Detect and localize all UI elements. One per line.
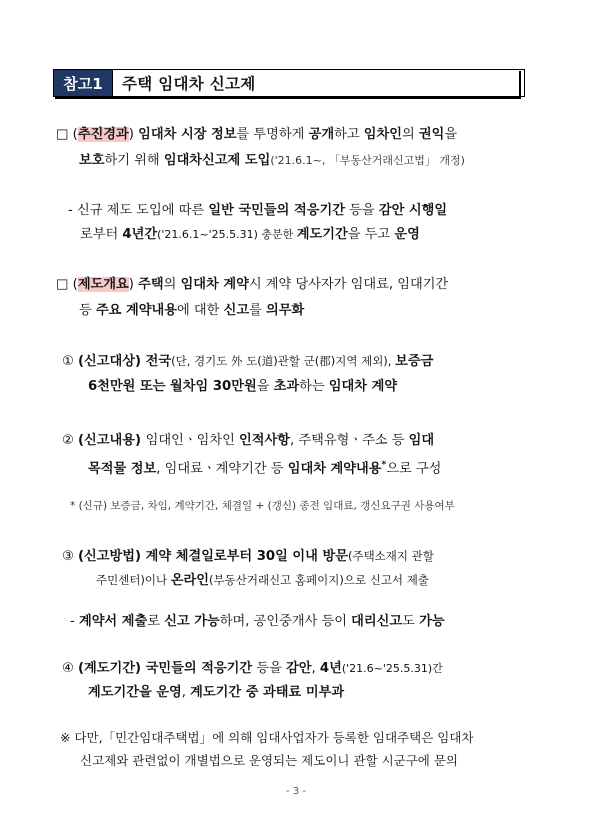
section-title xyxy=(53,69,525,97)
circled-number-3: ③ xyxy=(62,549,74,564)
checkbox-icon: □ xyxy=(56,277,69,292)
circled-number-1: ① xyxy=(62,354,74,369)
s1-line2: 보호하기 위해 임대차신고제 도입('21.6.1~, 「부동산거래신고법」 개정) xyxy=(79,153,465,168)
circled-number-2: ② xyxy=(62,433,74,448)
circled-number-4: ④ xyxy=(62,661,74,676)
s1-line1: □ (추진경과) 임대차 시장 정보를 투명하게 공개하고 임차인의 권익을 xyxy=(56,127,458,142)
item4-line2: 계도기간을 운영, 계도기간 중 과태료 미부과 xyxy=(88,685,345,700)
s1-sub-line2: 로부터 4년간('21.6.1~'25.5.31) 충분한 계도기간을 두고 운영 xyxy=(80,227,420,242)
s2-line2: 등 주요 계약내용에 대한 신고를 의무화 xyxy=(79,303,305,318)
item2-line1: ② (신고내용) 임대인ㆍ임차인 인적사항, 주택유형ㆍ주소 등 임대 xyxy=(62,433,435,448)
item1-line2: 6천만원 또는 월차임 30만원을 초과하는 임대차 계약 xyxy=(88,379,398,394)
s2-line1: □ (제도개요) 주택의 임대차 계약시 계약 당사자가 임대료, 임대기간 xyxy=(56,277,449,292)
s1-sub-line1: - 신규 제도 도입에 따른 일반 국민들의 적응기간 등을 감안 시행일 xyxy=(68,203,448,218)
item2-footnote: * (신규) 보증금, 차임, 계약기간, 체결일 + (갱신) 종전 임대료, 갱신요구권 사용여부 xyxy=(70,500,455,512)
checkbox-icon: □ xyxy=(56,127,69,142)
item1-line1: ① (신고대상) 전국(단, 경기도 外 도(道)관할 군(郡)지역 제외), 보증금 xyxy=(62,354,434,369)
title-badge: 참고1 xyxy=(53,69,113,97)
item3-line1: ③ (신고방법) 계약 체결일로부터 30일 이내 방문(주택소재지 관할 xyxy=(62,549,434,564)
item3-line2: 주민센터)이나 온라인(부동산거래신고 홈페이지)으로 신고서 제출 xyxy=(96,573,429,588)
note-line2: 신고제와 관련없이 개별법으로 운영되는 제도이니 관할 시군구에 문의 xyxy=(80,753,458,768)
item2-line2: 목적물 정보, 임대료ㆍ계약기간 등 임대차 계약내용*으로 구성 xyxy=(88,460,442,477)
page-number: - 3 - xyxy=(286,786,306,797)
note-line1: ※ 다만,「민간임대주택법」에 의해 임대사업자가 등록한 임대주택은 임대차 xyxy=(60,730,474,745)
title-text: 주택 임대차 신고제 xyxy=(113,69,525,97)
item3-sub: - 계약서 제출로 신고 가능하며, 공인중개사 등이 대리신고도 가능 xyxy=(70,614,445,629)
item4-line1: ④ (계도기간) 국민들의 적응기간 등을 감안, 4년('21.6~'25.5.31)간 xyxy=(62,661,443,676)
